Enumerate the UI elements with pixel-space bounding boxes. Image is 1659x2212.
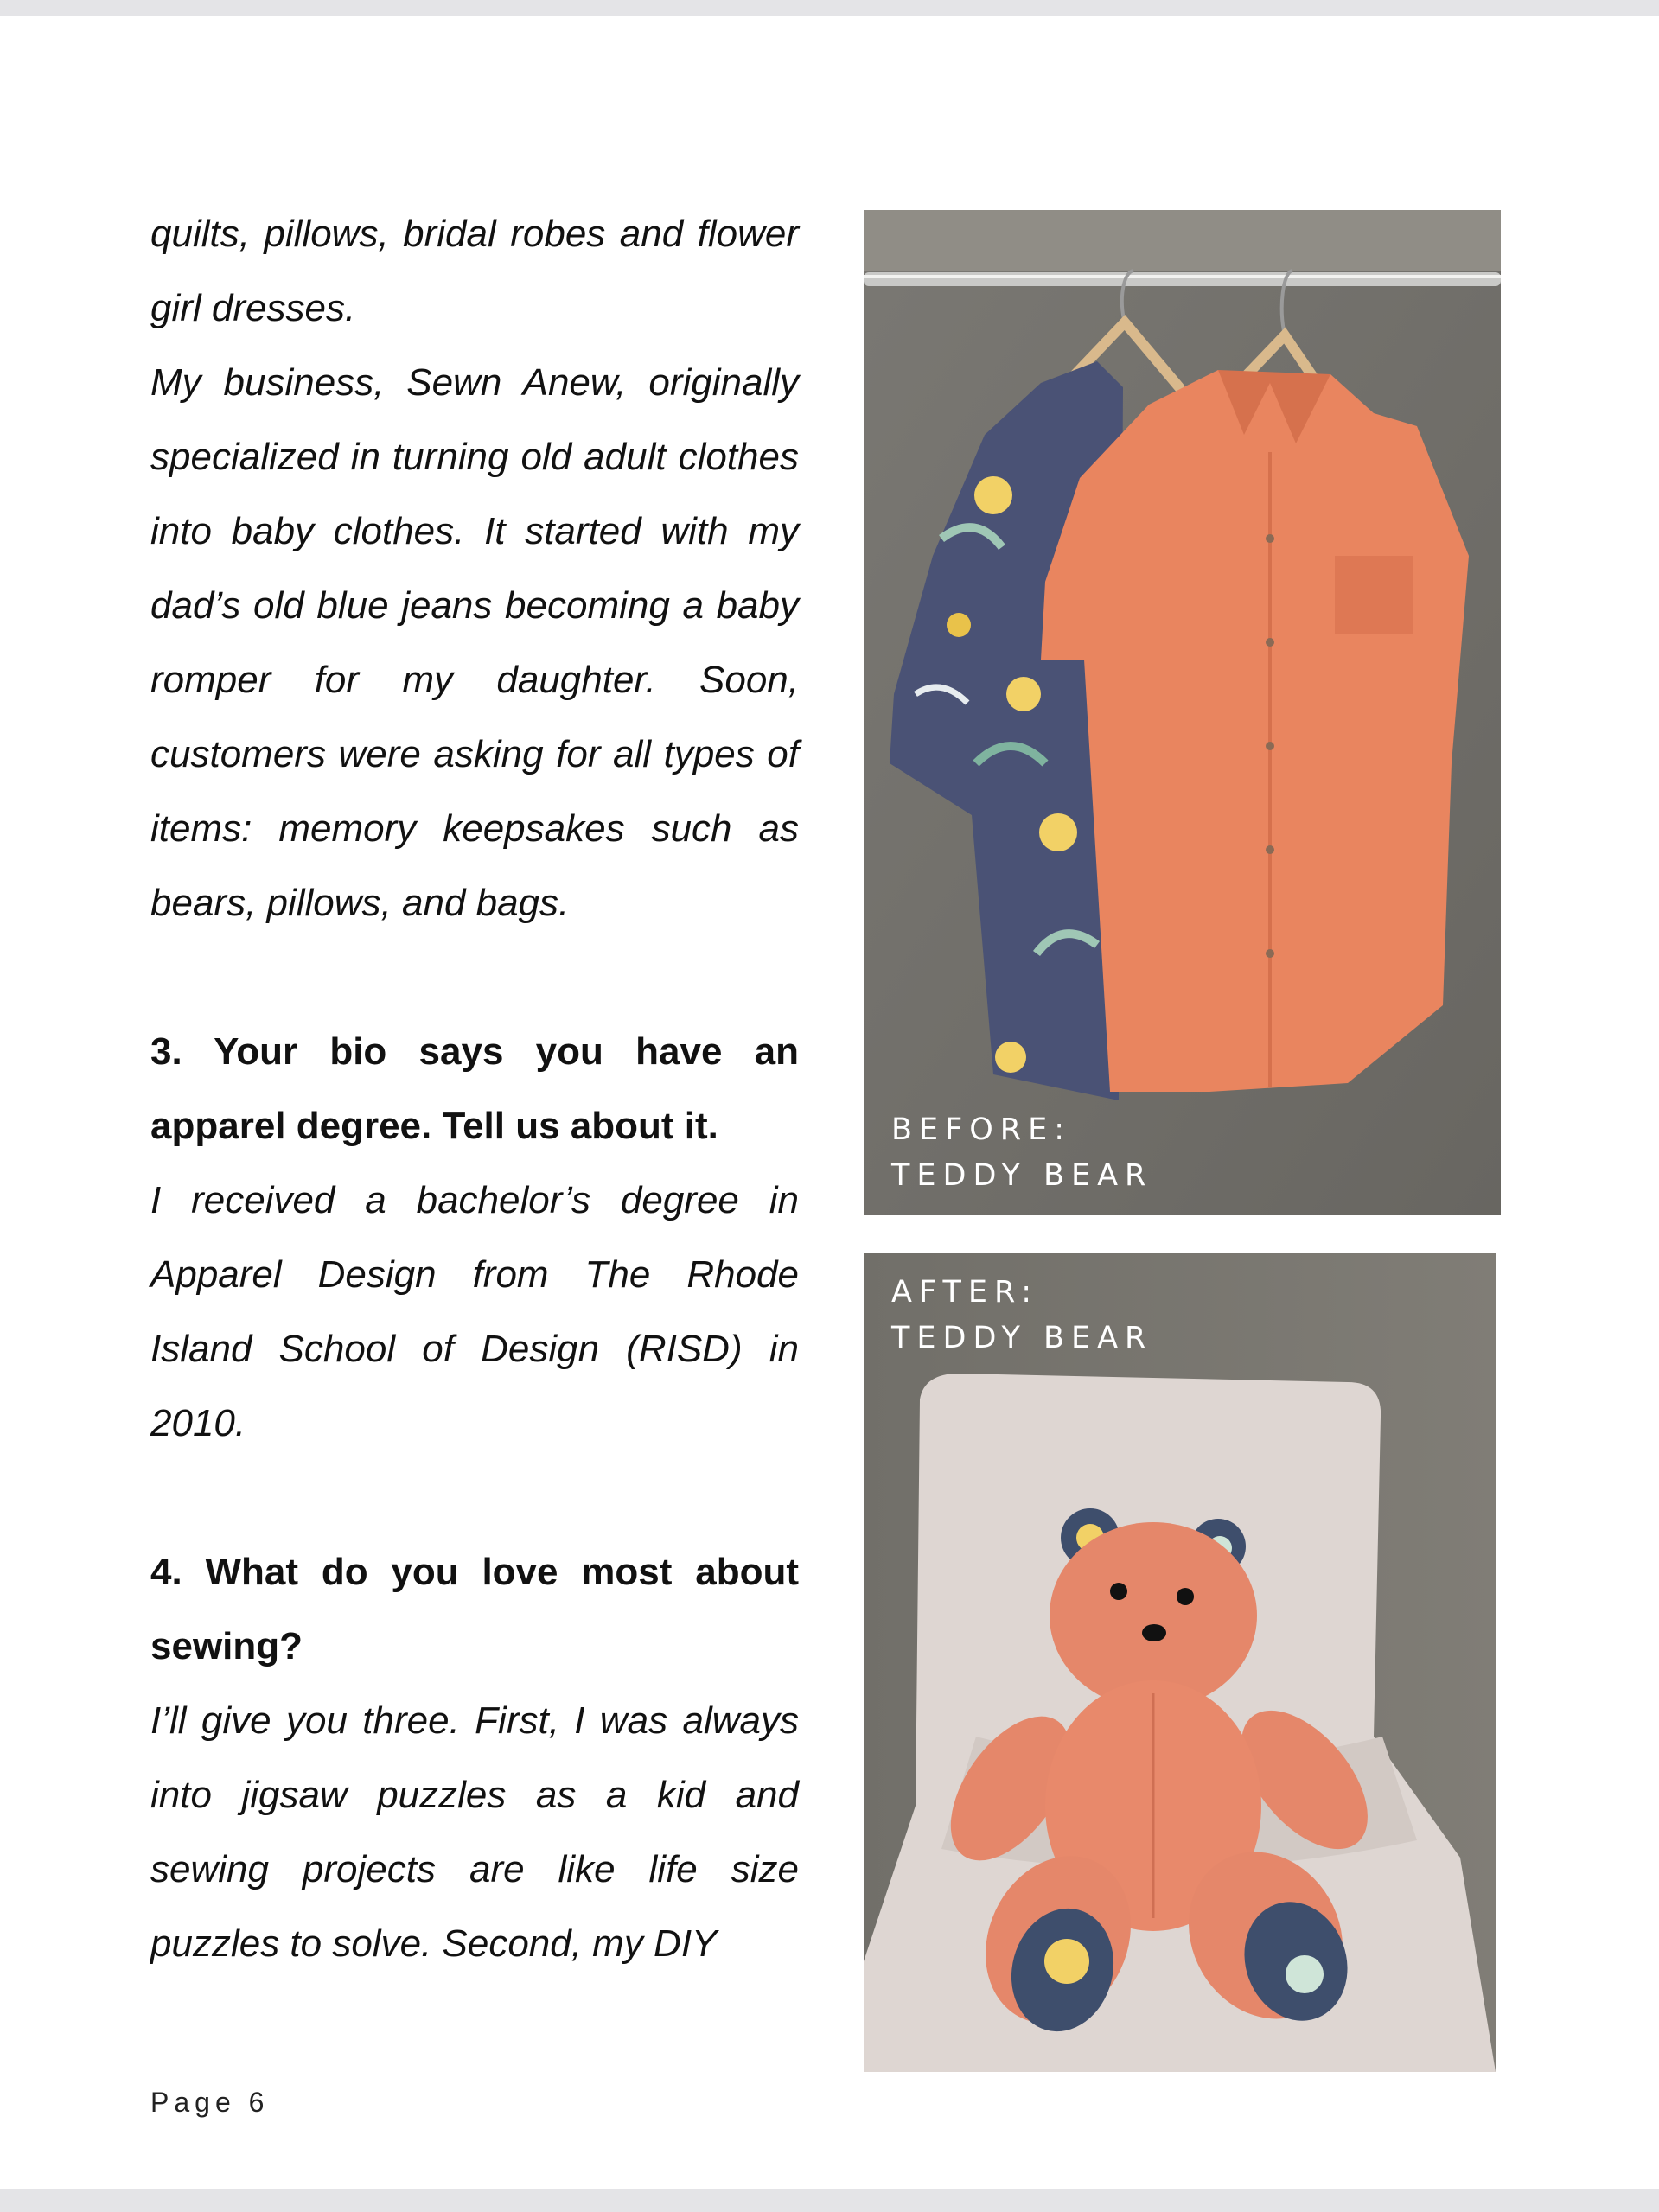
before-caption [891,1107,1152,1199]
before-caption-label: BEFORE: [891,1112,1072,1147]
answer-paragraph: quilts, pillows, bridal robes and flower girl dresses. [150,213,799,329]
page-number: Page 6 [150,2087,270,2118]
after-caption-label: AFTER: [891,1275,1038,1310]
after-caption [891,1270,1152,1361]
shirts-on-hanger-illustration [864,210,1501,1215]
answer-paragraph: I’ll give you three. First, I was always into jigsaw puzzles as a kid and sewing projects are like life size puzzles to solve. Second, my DIY [150,1699,799,1965]
question-heading: 4. What do you love most about sewing? [150,1551,799,1667]
before-photo [864,210,1501,1215]
document-page [0,16,1659,2189]
after-caption-subject: TEDDY BEAR [891,1321,1153,1355]
question-heading: 3. Your bio says you have an apparel degree. Tell us about it. [150,1030,799,1147]
teddy-bear-illustration [864,1253,1496,2072]
answer-paragraph: My business, Sewn Anew, originally specialized in turning old adult clothes into baby clothes. It started with my dad’s old blue jeans becoming a baby romper for my daughter. Soon, customers were asking for all types of items: memory keepsakes such as bears, pillows, and bags. [150,361,799,924]
article-text-column [150,197,799,1981]
after-photo [864,1253,1496,2072]
before-caption-subject: TEDDY BEAR [891,1158,1153,1193]
answer-paragraph: I received a bachelor’s degree in Apparel Design from The Rhode Island School of Design (RISD) in 2010. [150,1179,799,1444]
